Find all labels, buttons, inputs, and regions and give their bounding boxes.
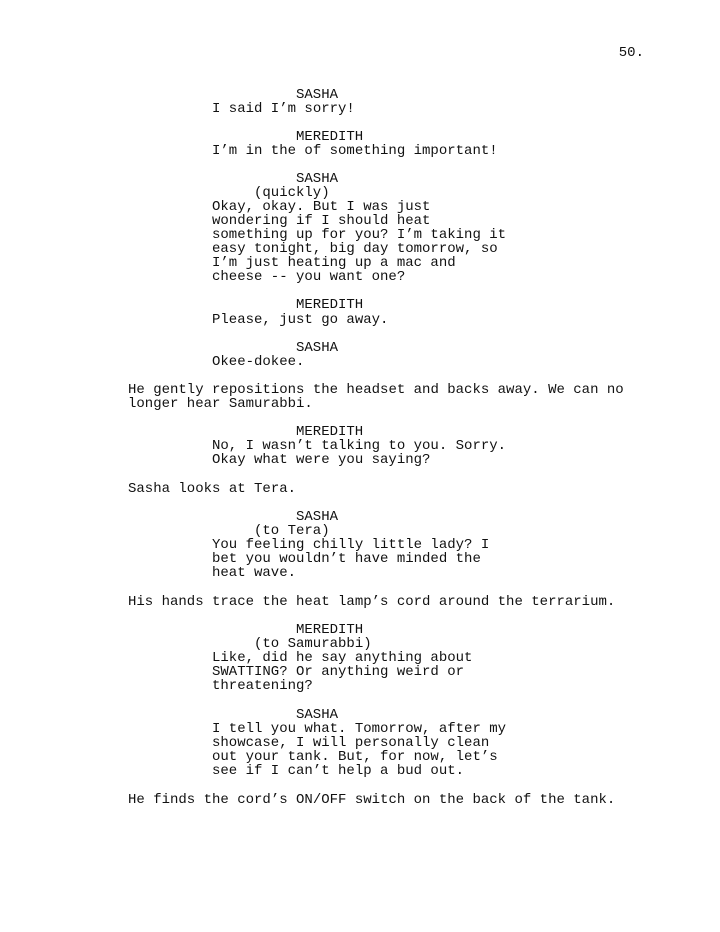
dialogue-line: SWATTING? Or anything weird or: [212, 664, 465, 680]
dialogue-line: I tell you what. Tomorrow, after my: [212, 721, 507, 737]
dialogue-line: something up for you? I’m taking it: [212, 227, 507, 243]
action-line: Sasha looks at Tera.: [128, 481, 297, 497]
dialogue-line: threatening?: [212, 678, 313, 694]
character-name: MEREDITH: [296, 129, 364, 145]
dialogue-line: showcase, I will personally clean: [212, 735, 490, 751]
action-line: He gently repositions the headset and backs away. We can no: [128, 382, 624, 398]
action-line: His hands trace the heat lamp’s cord around the terrarium.: [128, 594, 616, 610]
dialogue-line: wondering if I should heat: [212, 213, 431, 229]
dialogue-line: Okay what were you saying?: [212, 452, 431, 468]
action-line: longer hear Samurabbi.: [128, 396, 313, 412]
character-name: MEREDITH: [296, 424, 364, 440]
dialogue-line: see if I can’t help a bud out.: [212, 763, 465, 779]
action-line: He finds the cord’s ON/OFF switch on the back of the tank.: [128, 792, 616, 808]
dialogue-line: out your tank. But, for now, let’s: [212, 749, 498, 765]
dialogue-line: Okee-dokee.: [212, 354, 305, 370]
parenthetical: (quickly): [254, 185, 330, 201]
character-name: SASHA: [296, 509, 339, 525]
dialogue-line: I’m just heating up a mac and: [212, 255, 456, 271]
dialogue-line: Please, just go away.: [212, 312, 389, 328]
dialogue-line: Okay, okay. But I was just: [212, 199, 431, 215]
dialogue-line: Like, did he say anything about: [212, 650, 473, 666]
character-name: SASHA: [296, 87, 339, 103]
dialogue-line: No, I wasn’t talking to you. Sorry.: [212, 438, 507, 454]
character-name: MEREDITH: [296, 297, 364, 313]
dialogue-line: easy tonight, big day tomorrow, so: [212, 241, 498, 257]
parenthetical: (to Tera): [254, 523, 330, 539]
dialogue-line: I’m in the of something important!: [212, 143, 498, 159]
dialogue-line: cheese -- you want one?: [212, 269, 406, 285]
dialogue-line: bet you wouldn’t have minded the: [212, 551, 481, 567]
parenthetical: (to Samurabbi): [254, 636, 372, 652]
dialogue-line: I said I’m sorry!: [212, 101, 355, 117]
character-name: MEREDITH: [296, 622, 364, 638]
dialogue-line: You feeling chilly little lady? I: [212, 537, 490, 553]
character-name: SASHA: [296, 707, 339, 723]
dialogue-line: heat wave.: [212, 565, 297, 581]
character-name: SASHA: [296, 171, 339, 187]
page-number: 50.: [618, 45, 644, 61]
character-name: SASHA: [296, 340, 339, 356]
